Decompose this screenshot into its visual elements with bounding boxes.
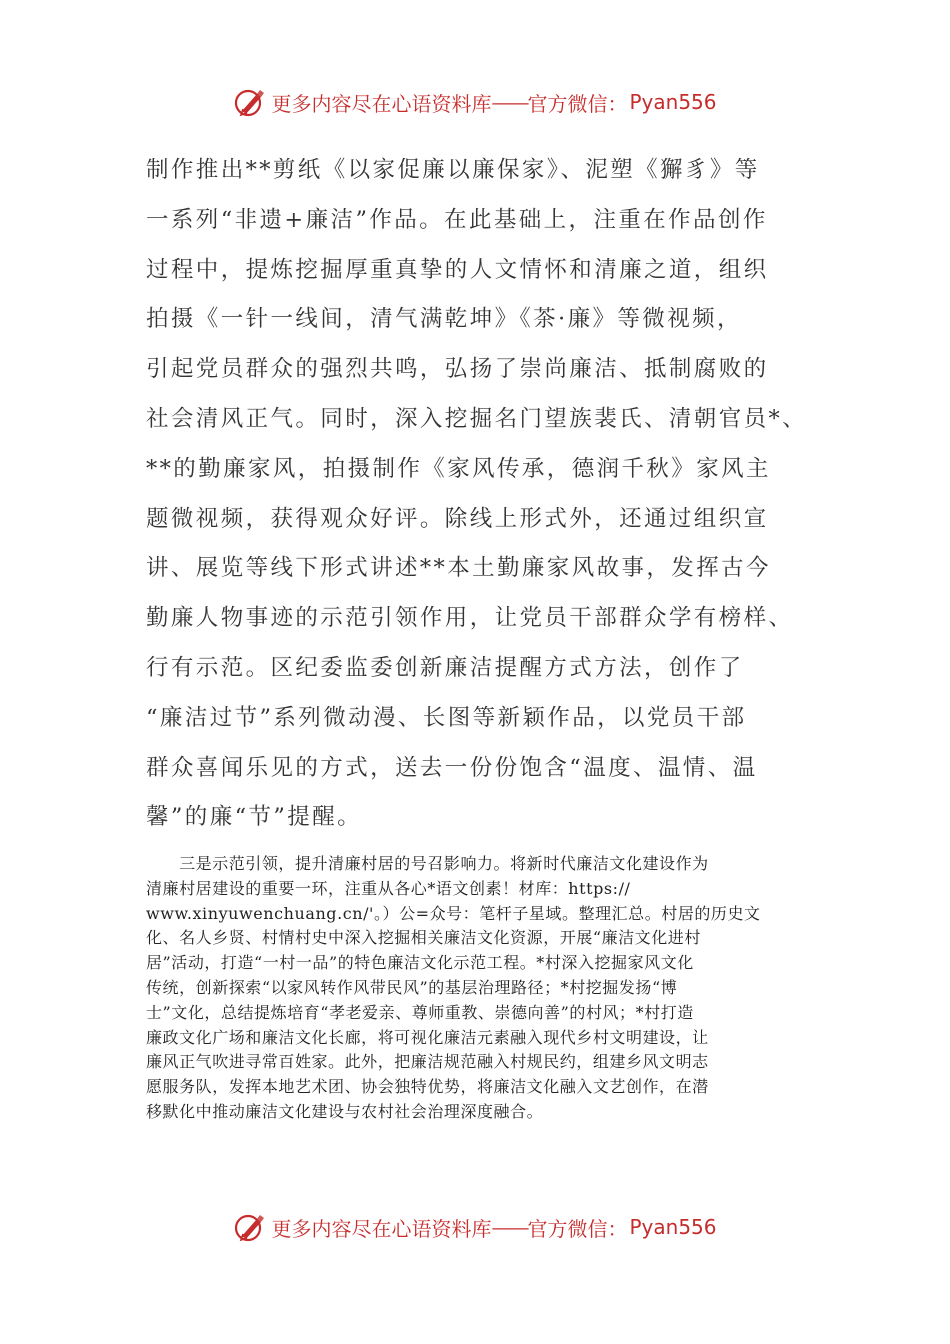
text-line: 一系列“非遗+廉洁”作品。在此基础上，注重在作品创作 <box>146 206 768 233</box>
text-line: 社会清风正气。同时，深入挖掘名门望族裴氏、清朝官员*、 <box>146 405 808 432</box>
banner-text: 更多内容尽在心语资料库 <box>271 1216 492 1241</box>
banner-label: 官方微信： <box>527 91 628 116</box>
text-line: 化、名人乡贤、村情村史中深入挖掘相关廉洁文化资源，开展“廉洁文化进村 <box>146 928 701 948</box>
text-line: 群众喜闻乐见的方式，送去一份份饱含“温度、温情、温 <box>146 754 758 781</box>
text-line: 三是示范引领，提升清廉村居的号召影响力。将新时代廉洁文化建设作为 <box>146 854 709 873</box>
banner-text: 更多内容尽在心语资料库 <box>271 91 492 116</box>
text-line: 清廉村居建设的重要一环，注重从各心*语文创素！材库：https:// <box>146 878 631 898</box>
text-line: 题微视频，获得观众好评。除线上形式外，还通过组织宣 <box>146 505 769 532</box>
text-line: **的勤廉家风，拍摄制作《家风传承，德润千秋》家风主 <box>146 455 771 482</box>
banner-label: 官方微信： <box>527 1216 628 1241</box>
text-line: 移默化中推动廉洁文化建设与农村社会治理深度融合。 <box>146 1101 544 1121</box>
pen-logo-icon <box>233 85 267 119</box>
footer-banner <box>0 1207 950 1247</box>
text-line: 讲、展览等线下形式讲述**本土勤廉家风故事，发挥古今 <box>146 555 771 582</box>
text-line: 廉风正气吹进寻常百姓家。此外，把廉洁规范融入村规民约，组建乡风文明志 <box>146 1052 709 1072</box>
text-line: 馨”的廉“节”提醒。 <box>146 804 363 831</box>
main-paragraph <box>146 146 826 843</box>
header-banner <box>0 82 950 122</box>
banner-dash: —— <box>491 90 528 114</box>
pen-logo-icon <box>233 1210 267 1244</box>
banner-dash: —— <box>491 1215 528 1239</box>
text-line: 引起党员群众的强烈共鸣，弘扬了崇尚廉洁、抵制腐败的 <box>146 356 769 383</box>
text-line: 愿服务队，发挥本地艺术团、协会独特优势，将廉洁文化融入文艺创作，在潜 <box>146 1077 709 1097</box>
text-line: 过程中，提炼挖掘厚重真挚的人文情怀和清廉之道，组织 <box>146 256 769 283</box>
banner-wechat-id: Pyan556 <box>629 90 717 114</box>
text-line: 居”活动，打造“一村一品”的特色廉洁文化示范工程。*村深入挖掘家风文化 <box>146 953 694 973</box>
text-line: 制作推出**剪纸《以家促廉以廉保家》、泥塑《獬豸》等 <box>146 157 760 183</box>
text-line: 行有示范。区纪委监委创新廉洁提醒方式方法，创作了 <box>146 654 744 681</box>
text-line: 士”文化，总结提炼培育“孝老爱亲、尊师重教、崇德向善”的村风；*村打造 <box>146 1002 694 1022</box>
text-line: 勤廉人物事迹的示范引领作用，让党员干部群众学有榜样、 <box>146 605 794 632</box>
text-line: www.xinyuwenchuang.cn/'。）公=众号：笔杆子星域。整理汇总。村居的历史文 <box>146 903 761 923</box>
banner-wechat-id: Pyan556 <box>629 1215 717 1239</box>
text-line: 廉政文化广场和廉洁文化长廊，将可视化廉洁元素融入现代乡村文明建设，让 <box>146 1027 709 1047</box>
text-line: “廉洁过节”系列微动漫、长图等新颖作品，以党员干部 <box>146 704 747 731</box>
text-line: 传统，创新探索“以家风转作风带民风”的基层治理路径；*村挖掘发扬“博 <box>146 977 678 997</box>
text-line: 拍摄《一针一线间，清气满乾坤》《茶·廉》等微视频， <box>146 306 742 333</box>
section-paragraph <box>146 852 806 1125</box>
